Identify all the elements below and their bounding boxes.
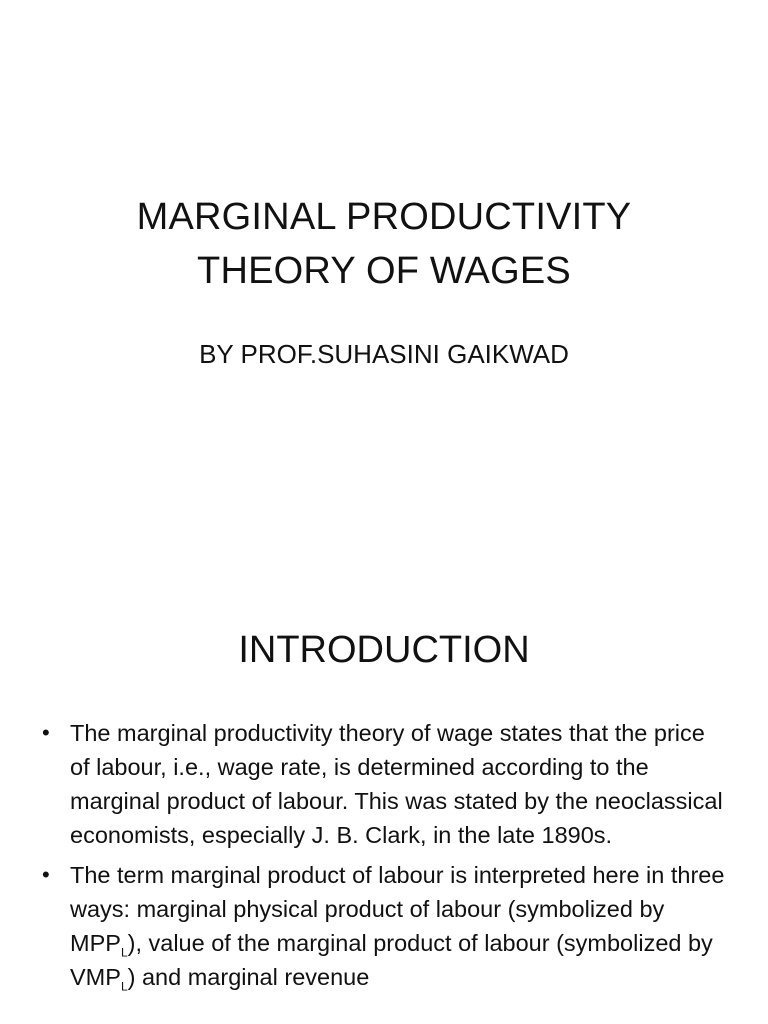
slide-title-line-2: THEORY OF WAGES [197, 250, 571, 292]
bullet-text-part: ), value of the marginal product of labour (symbolized by VMP [70, 930, 713, 990]
subscript-l: L [120, 979, 128, 994]
bullet-dot-icon: • [42, 720, 50, 745]
bullet-text [70, 862, 725, 994]
bullet-text-part: The term marginal product of labour is interpreted here in three ways: marginal physical product of labour (symbolized by MPP [70, 862, 725, 956]
slide-title-line-1: MARGINAL PRODUCTIVITY [136, 196, 632, 238]
bullet-text: The marginal productivity theory of wage states that the price of labour, i.e., wage rate, is determined according to the marginal product of labour. This was stated by the neoclassical economists, especially J. B. Clark, in the late 1890s. [70, 720, 723, 848]
slide-title [0, 190, 768, 298]
slide-subtitle: BY PROF.SUHASINI GAIKWAD [199, 339, 569, 369]
section-title: INTRODUCTION [238, 629, 530, 671]
bullet-list [40, 716, 730, 1000]
subscript-l: L [120, 945, 128, 960]
introduction-slide [0, 576, 768, 1024]
bullet-dot-icon: • [42, 862, 50, 887]
bullet-item [40, 716, 730, 852]
bullet-text-part: ) and marginal revenue [127, 964, 370, 990]
bullet-item [40, 858, 730, 994]
